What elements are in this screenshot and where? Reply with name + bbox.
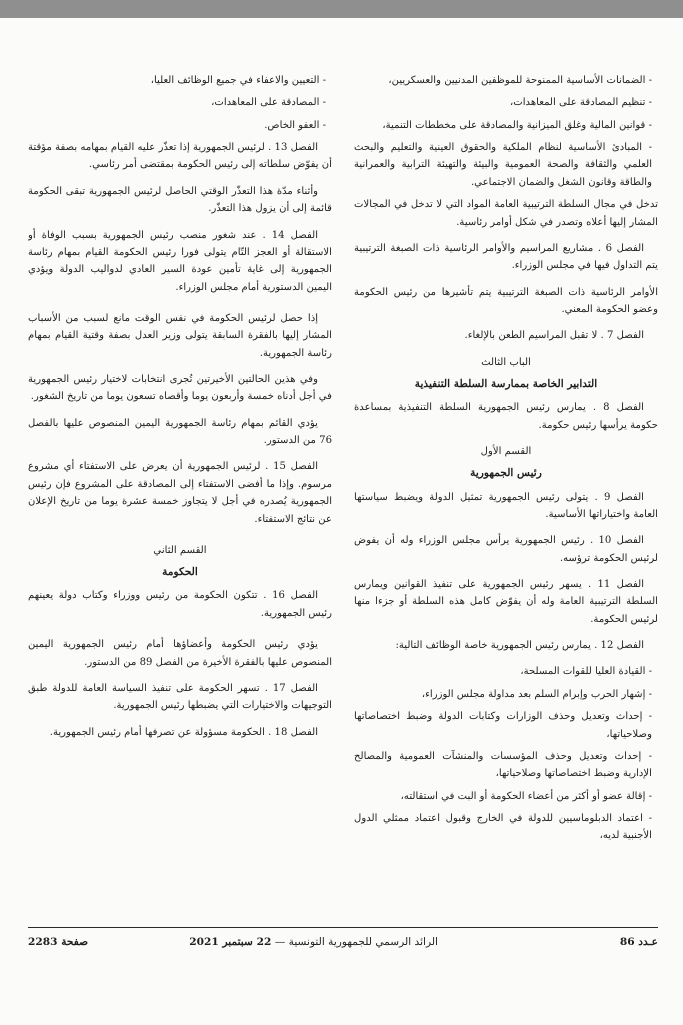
article-paragraph: الفصل 6 . مشاريع المراسيم والأوامر الرئاسية ذات الصبغة الترتيبية يتم التداول فيها في مجلس الوزراء.: [354, 242, 658, 272]
article-paragraph: يؤدي القائم بمهام رئاسة الجمهورية اليمين المنصوص عليها بالفصل 76 من الدستور.: [28, 417, 332, 447]
list-item: - التعيين والاعفاء في جميع الوظائف العليا،: [150, 75, 326, 86]
section-heading: التدابير الخاصة بممارسة السلطة التنفيذية: [414, 378, 598, 391]
scan-top-bar: [0, 0, 683, 18]
article-paragraph: الفصل 7 . لا تقبل المراسيم الطعن بالإلغاء.: [464, 330, 644, 342]
right-column: [354, 72, 658, 920]
footer-rule: [28, 927, 658, 928]
paragraph: تدخل في مجال السلطة الترتيبية العامة المواد التي لا تدخل في المجالات المشار إليها أعلاه وتصدر في شكل أوامر رئاسية.: [354, 199, 658, 228]
section-heading: رئيس الجمهورية: [470, 467, 542, 480]
article-paragraph: الفصل 13 . لرئيس الجمهورية إذا تعذّر عليه القيام بمهامه بصفة مؤقتة أن يفوّض سلطاته إلى رئيس الحكومة بمقتضى أمر رئاسي.: [28, 142, 332, 171]
list-item: - إحداث وتعديل وحذف الوزارات وكتابات الدولة وضبط اختصاصاتها وصلاحياتها،: [354, 711, 652, 740]
article-paragraph: الفصل 10 . رئيس الجمهورية يرأس مجلس الوزراء وله أن يفوض لرئيس الحكومة ترؤسه.: [354, 535, 658, 564]
list-item: - إحداث وتعديل وحذف المؤسسات والمنشآت العمومية والمصالح الإدارية وضبط اختصاصاتها وصلاحياتها،: [354, 750, 652, 780]
article-paragraph: الفصل 9 . يتولى رئيس الجمهورية تمثيل الدولة ويضبط سياستها العامة واختياراتها الأساسية.: [354, 491, 658, 520]
article-paragraph: الفصل 18 . الحكومة مسؤولة عن تصرفها أمام رئيس الجمهورية.: [49, 726, 318, 738]
issue-number: عـدد 86: [619, 936, 658, 948]
section-label: الباب الثالث: [481, 356, 531, 368]
list-item: - إقالة عضو أو أكثر من أعضاء الحكومة أو البت في استقالته،: [400, 790, 652, 802]
left-column: [28, 72, 332, 920]
issue-date: 22 سبتمبر 2021: [189, 936, 272, 948]
article-paragraph: يؤدي رئيس الحكومة وأعضاؤها أمام رئيس الجمهورية اليمين المنصوص عليها بالفقرة الأخيرة من الفصل 89 من الدستور.: [28, 639, 332, 668]
section-label: القسم الثاني: [153, 544, 207, 556]
journal-name: الرائد الرسمي للجمهورية التونسية —: [274, 936, 438, 948]
article-paragraph: الفصل 14 . عند شغور منصب رئيس الجمهورية بسبب الوفاة أو الاستقالة أو العجز التّام يتولى فورا رئيس الحكومة القيام بمهام رئاسة الجمهورية إلى غاية تأمين عودة السير العادي لدواليب الدولة ويؤدي اليمين الدستورية أمام مجلس الوزراء.: [28, 229, 332, 293]
list-item: - تنظيم المصادقة على المعاهدات،: [509, 97, 652, 109]
journal-title: [189, 936, 438, 948]
list-item: - إشهار الحرب وإبرام السلم بعد مداولة مجلس الوزراء،: [421, 688, 652, 700]
article-paragraph: وفي هذين الحالتين الأخيرتين تُجرى انتخابات لاختيار رئيس الجمهورية في أجل أدناه خمسة وأربعون يوما وأقصاه تسعون يوما من تاريخ الشغور.: [28, 374, 332, 403]
list-item: - المبادئ الأساسية لنظام الملكية والحقوق العينية والتعليم والبحث العلمي والثقافة والصحة العمومية والبيئة والتهيئة الترابية والعمرانية والطاقة وقانون الشغل والضمان الاجتماعي.: [354, 142, 652, 188]
article-paragraph: الفصل 17 . تسهر الحكومة على تنفيذ السياسة العامة للدولة طبق التوجيهات والاختيارات التي يضبطها رئيس الجمهورية.: [28, 682, 332, 712]
article-paragraph: الفصل 11 . يسهر رئيس الجمهورية على تنفيذ القوانين ويمارس السلطة الترتيبية العامة وله أن يفوّض كامل هذه السلطة أو جزءا منها لرئيس الحكومة.: [354, 578, 658, 625]
list-item: - القيادة العليا للقوات المسلحة،: [520, 666, 652, 678]
paragraph: الأوامر الرئاسية ذات الصبغة الترتيبية يتم تأشيرها من رئيس الحكومة وعضو الحكومة المعني.: [354, 286, 658, 315]
article-paragraph: إذا حصل لرئيس الحكومة في نفس الوقت مانع لسبب من الأسباب المشار إليها بالفقرة السابقة يتولى وزير العدل بصفة وقتية القيام بمهام رئاسة الجمهورية.: [28, 312, 332, 359]
list-item: - الضمانات الأساسية الممنوحة للموظفين المدنيين والعسكريين،: [388, 75, 652, 86]
article-paragraph: وأثناء مدّة هذا التعذّر الوقتي الحاصل لرئيس الجمهورية تبقى الحكومة قائمة إلى أن يزول هذا التعذّر.: [28, 185, 332, 215]
article-paragraph: الفصل 12 . يمارس رئيس الجمهورية خاصة الوظائف التالية:: [395, 640, 644, 652]
section-label: القسم الأول: [480, 445, 532, 457]
list-item: - المصادقة على المعاهدات،: [211, 97, 326, 109]
article-paragraph: الفصل 15 . لرئيس الجمهورية أن يعرض على الاستفتاء أي مشروع مرسوم. وإذا ما أفضى الاستفتاء إلى المصادقة على المشروع فإن رئيس الجمهورية يُصدره في أجل لا يتجاوز خمسة عشرة يوما من تاريخ الإعلان عن نتائج الاستفتاء.: [28, 461, 332, 525]
article-paragraph: الفصل 8 . يمارس رئيس الجمهورية السلطة التنفيذية بمساعدة حكومة يرأسها رئيس حكومة.: [354, 402, 658, 431]
list-item: - قوانين المالية وغلق الميزانية والمصادقة على مخططات التنمية،: [382, 119, 652, 131]
page-footer: [28, 936, 658, 954]
list-item: - العفو الخاص.: [264, 119, 326, 131]
gazette-page: [28, 72, 658, 920]
article-paragraph: الفصل 16 . تتكون الحكومة من رئيس ووزراء وكتاب دولة يعينهم رئيس الجمهورية.: [28, 590, 332, 619]
list-item: - اعتماد الدبلوماسيين للدولة في الخارج وقبول اعتماد ممثلي الدول الأجنبية لديه،: [354, 812, 652, 842]
section-heading: الحكومة: [162, 566, 198, 579]
page-number: صفحة 2283: [28, 936, 89, 948]
